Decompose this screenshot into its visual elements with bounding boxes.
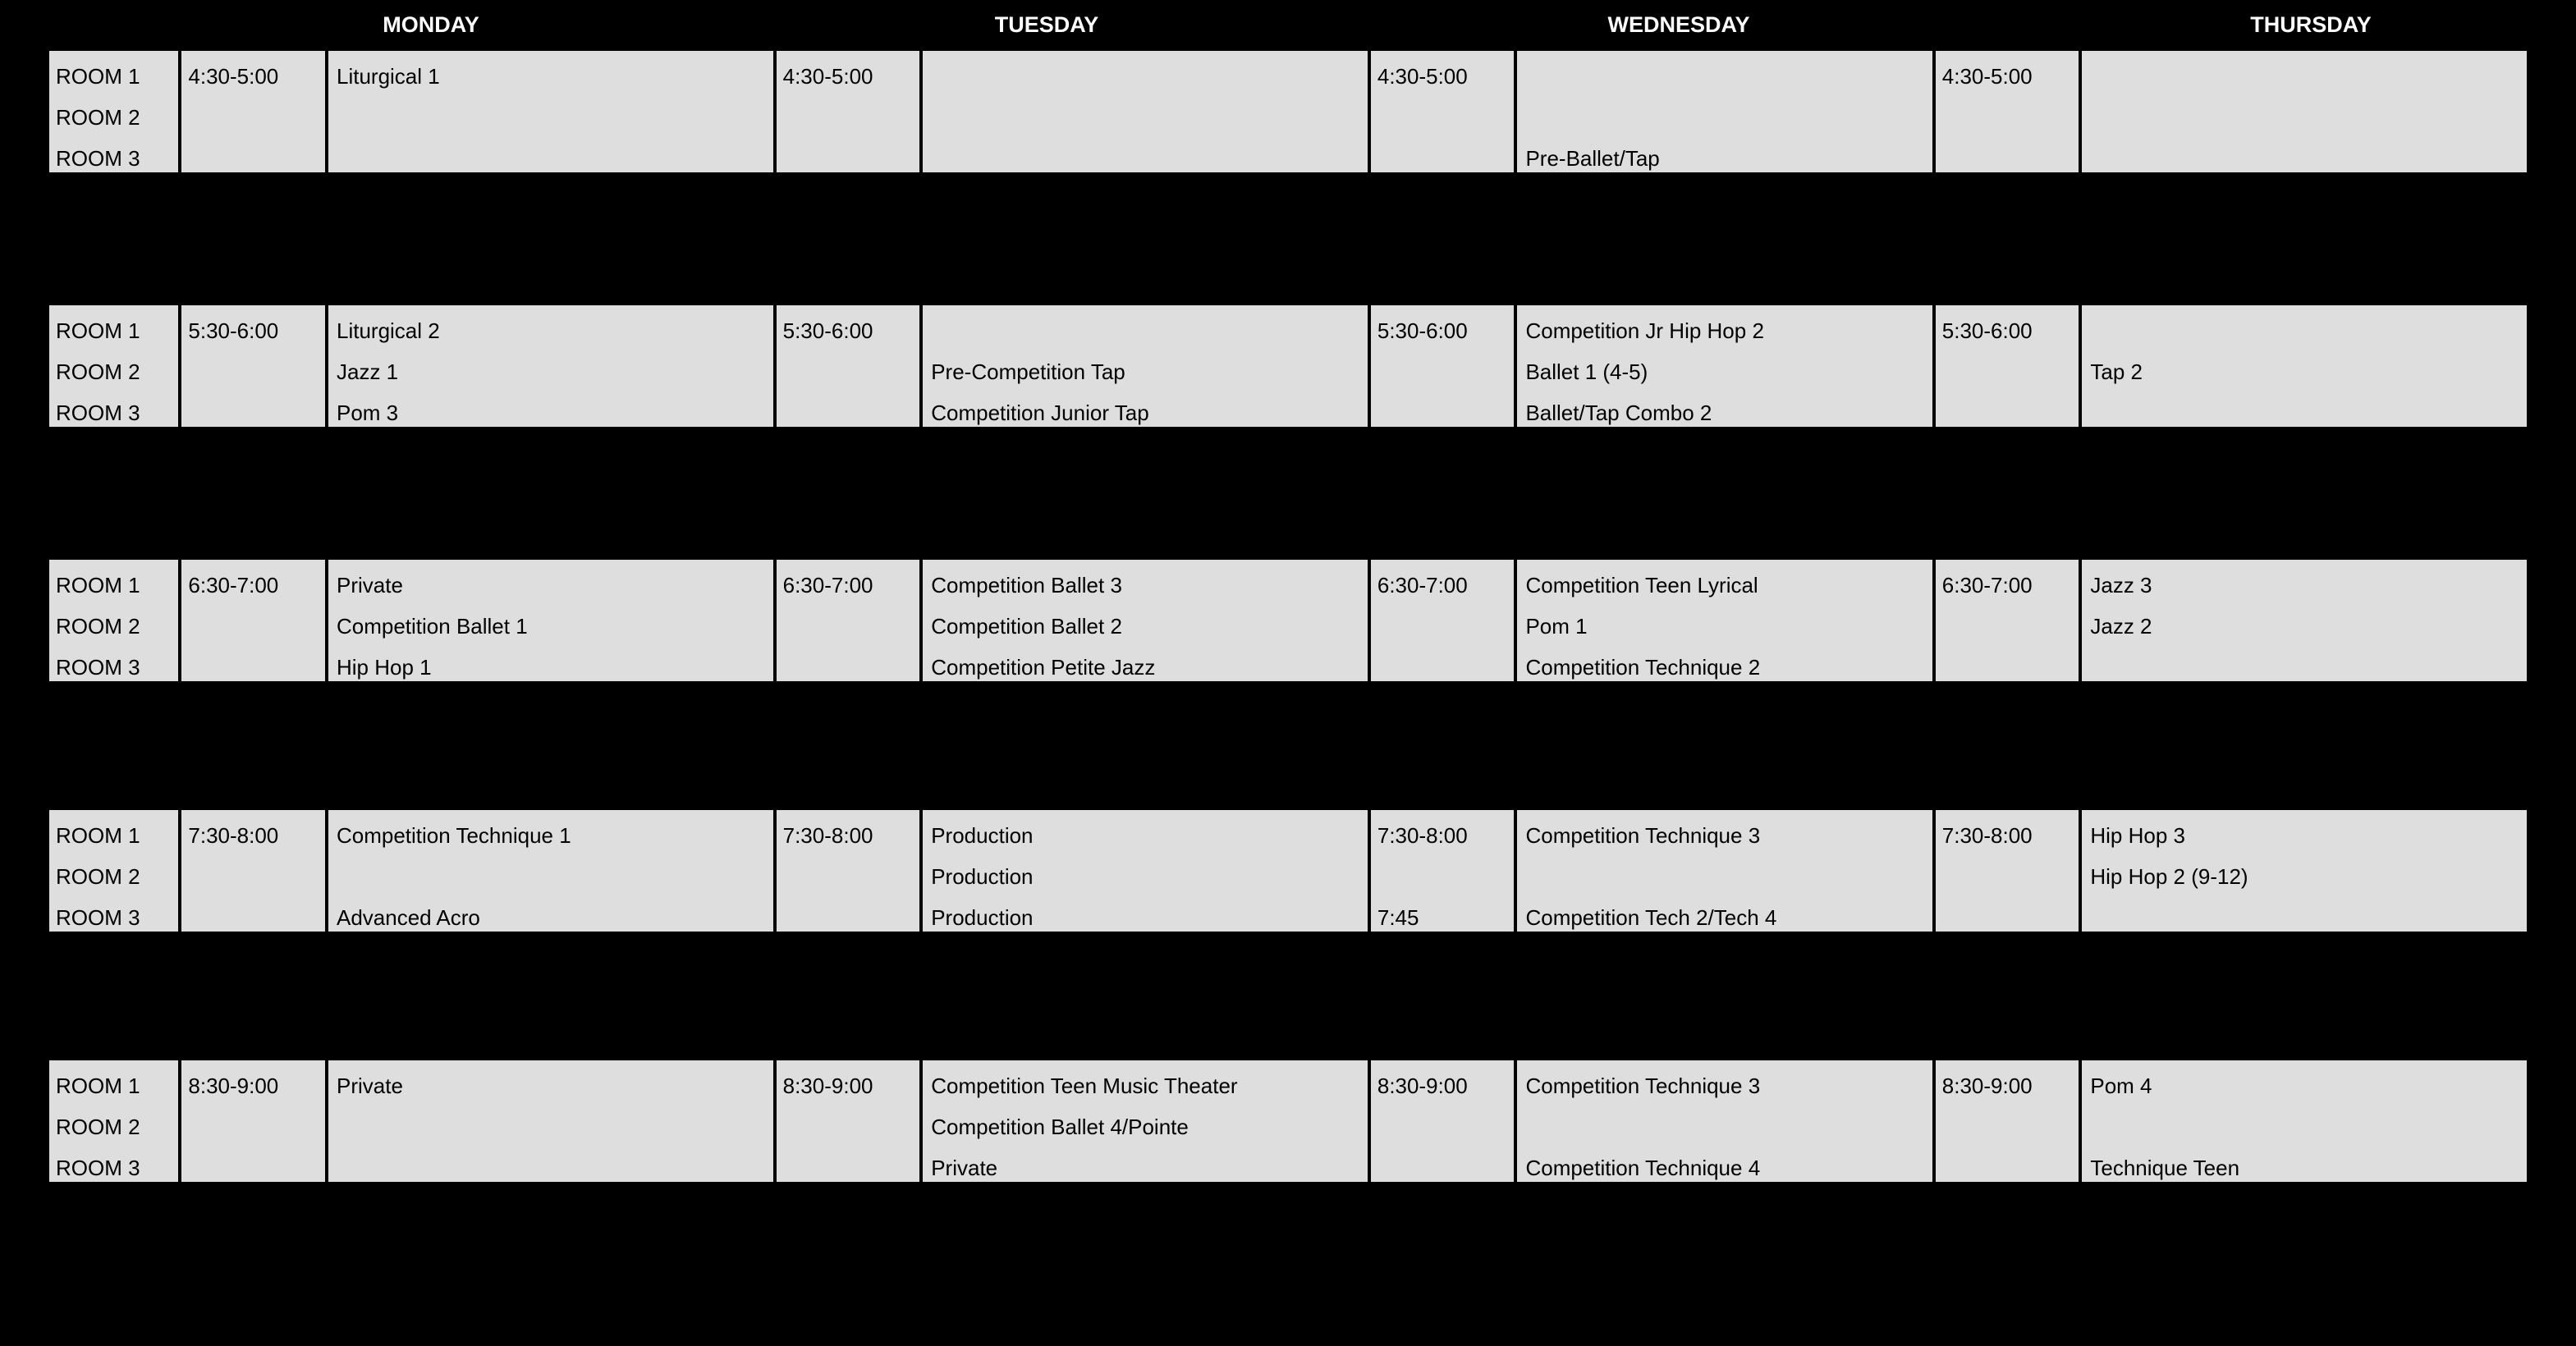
time-cell-thursday [1934, 49, 2081, 174]
class-cell-thursday [2080, 808, 2528, 933]
class-entry: Pre-Ballet/Tap [1525, 146, 1660, 171]
class-entry [2090, 97, 2519, 138]
room-label: ROOM 3 [56, 905, 140, 930]
schedule-band [48, 1059, 2528, 1183]
class-cell-monday [327, 558, 775, 683]
time-note [1377, 1147, 1508, 1188]
class-entry [2090, 647, 2519, 688]
time-cell-thursday [1934, 558, 2081, 683]
class-cell-wednesday [1515, 558, 1933, 683]
time-label: 8:30-9:00 [782, 1074, 873, 1098]
class-entry: Pom 1 [1525, 614, 1588, 639]
class-entry [337, 1106, 765, 1147]
class-entry [337, 138, 765, 179]
class-entry [337, 97, 765, 138]
class-cell-tuesday [921, 304, 1369, 428]
time-label: 4:30-5:00 [1377, 64, 1468, 89]
class-entry: Liturgical 2 [336, 318, 440, 343]
class-entry: Competition Technique 2 [1525, 655, 1761, 680]
class-entry [2090, 897, 2519, 938]
class-entry [2090, 56, 2519, 97]
class-entry: Ballet/Tap Combo 2 [1525, 401, 1712, 425]
time-label: 7:30-8:00 [782, 823, 873, 848]
time-label: 6:30-7:00 [1377, 573, 1468, 597]
class-entry: Technique Teen [2090, 1156, 2240, 1180]
class-entry: Competition Ballet 3 [931, 573, 1122, 597]
time-cell-tuesday [775, 1059, 922, 1183]
class-entry [931, 56, 1359, 97]
room-label: ROOM 3 [56, 1156, 140, 1180]
time-label: 6:30-7:00 [188, 573, 279, 597]
class-entry [1525, 1106, 1923, 1147]
class-entry: Private [336, 1074, 403, 1098]
room-label: ROOM 1 [56, 823, 140, 848]
time-label: 5:30-6:00 [188, 318, 279, 343]
class-cell-tuesday [921, 1059, 1369, 1183]
room-label-column [48, 558, 180, 683]
class-cell-monday [327, 1059, 775, 1183]
class-entry: Production [931, 864, 1034, 889]
time-note [1377, 392, 1508, 433]
time-cell-monday [180, 558, 327, 683]
time-label: 8:30-9:00 [188, 1074, 279, 1098]
class-entry: Competition Ballet 1 [336, 614, 528, 639]
time-cell-thursday [1934, 1059, 2081, 1183]
room-label: ROOM 3 [56, 401, 140, 425]
class-entry: Liturgical 1 [336, 64, 440, 89]
time-cell-wednesday [1369, 49, 1516, 174]
time-cell-monday [180, 808, 327, 933]
room-label-column [48, 808, 180, 933]
schedule-band [48, 808, 2528, 933]
room-label: ROOM 1 [56, 318, 140, 343]
time-cell-wednesday [1369, 558, 1516, 683]
class-entry: Hip Hop 3 [2090, 823, 2185, 848]
time-note [1377, 647, 1508, 688]
time-cell-tuesday [775, 808, 922, 933]
time-label: 5:30-6:00 [1377, 318, 1468, 343]
class-entry: Hip Hop 1 [336, 655, 432, 680]
class-entry: Hip Hop 2 (9-12) [2090, 864, 2248, 889]
day-header-tuesday: TUESDAY [994, 11, 1099, 37]
room-label: ROOM 2 [56, 105, 140, 130]
class-entry [1525, 56, 1923, 97]
time-label: 8:30-9:00 [1941, 1074, 2033, 1098]
class-entry [931, 310, 1359, 351]
time-label: 8:30-9:00 [1377, 1074, 1468, 1098]
class-entry [2090, 310, 2519, 351]
class-entry: Private [931, 1156, 998, 1180]
time-cell-tuesday [775, 304, 922, 428]
class-entry: Jazz 2 [2090, 614, 2152, 639]
room-label: ROOM 3 [56, 146, 140, 171]
time-cell-monday [180, 1059, 327, 1183]
room-label: ROOM 2 [56, 864, 140, 889]
time-label: 7:30-8:00 [1941, 823, 2033, 848]
class-entry: Competition Petite Jazz [931, 655, 1156, 680]
class-cell-thursday [2080, 49, 2528, 174]
class-cell-tuesday [921, 808, 1369, 933]
time-cell-monday [180, 49, 327, 174]
schedule-band [48, 49, 2528, 174]
time-cell-wednesday [1369, 304, 1516, 428]
class-cell-monday [327, 49, 775, 174]
class-cell-thursday [2080, 304, 2528, 428]
class-cell-thursday [2080, 558, 2528, 683]
time-note [1377, 138, 1508, 179]
class-entry: Private [336, 573, 403, 597]
room-label-column [48, 1059, 180, 1183]
day-header-thursday: THURSDAY [2250, 11, 2372, 37]
class-entry [337, 856, 765, 897]
class-entry: Ballet 1 (4-5) [1525, 359, 1648, 384]
class-entry: Competition Ballet 4/Pointe [931, 1115, 1189, 1139]
class-entry: Competition Tech 2/Tech 4 [1525, 905, 1777, 930]
schedule-band [48, 558, 2528, 683]
class-entry: Advanced Acro [336, 905, 480, 930]
class-entry: Production [931, 905, 1034, 930]
class-entry: Competition Technique 3 [1525, 1074, 1761, 1098]
time-label: 6:30-7:00 [782, 573, 873, 597]
class-entry: Jazz 3 [2090, 573, 2152, 597]
class-cell-monday [327, 808, 775, 933]
time-cell-wednesday [1369, 1059, 1516, 1183]
time-cell-thursday [1934, 808, 2081, 933]
class-entry [931, 138, 1359, 179]
time-cell-wednesday [1369, 808, 1516, 933]
class-cell-wednesday [1515, 808, 1933, 933]
class-cell-wednesday [1515, 304, 1933, 428]
class-entry [1525, 856, 1923, 897]
room-label: ROOM 2 [56, 614, 140, 639]
class-entry: Production [931, 823, 1034, 848]
class-entry [2090, 138, 2519, 179]
time-cell-tuesday [775, 49, 922, 174]
day-header-row [0, 7, 2576, 43]
class-entry [1525, 97, 1923, 138]
room-label: ROOM 3 [56, 655, 140, 680]
class-entry [931, 97, 1359, 138]
time-cell-monday [180, 304, 327, 428]
class-entry: Pom 4 [2090, 1074, 2152, 1098]
class-entry: Pre-Competition Tap [931, 359, 1125, 384]
class-cell-tuesday [921, 49, 1369, 174]
class-entry: Competition Teen Music Theater [931, 1074, 1238, 1098]
time-label: 4:30-5:00 [188, 64, 279, 89]
class-cell-tuesday [921, 558, 1369, 683]
class-entry: Competition Teen Lyrical [1525, 573, 1758, 597]
class-cell-thursday [2080, 1059, 2528, 1183]
time-label: 4:30-5:00 [1941, 64, 2033, 89]
class-cell-wednesday [1515, 1059, 1933, 1183]
class-entry [337, 1147, 765, 1188]
time-label: 4:30-5:00 [782, 64, 873, 89]
room-label: ROOM 2 [56, 1115, 140, 1139]
day-header-monday: MONDAY [383, 11, 479, 37]
class-entry: Competition Technique 1 [336, 823, 571, 848]
day-header-wednesday: WEDNESDAY [1607, 11, 1750, 37]
room-label-column [48, 49, 180, 174]
class-entry: Competition Technique 4 [1525, 1156, 1761, 1180]
room-label: ROOM 1 [56, 64, 140, 89]
schedule-band [48, 304, 2528, 428]
class-entry: Competition Junior Tap [931, 401, 1149, 425]
class-entry: Pom 3 [336, 401, 399, 425]
time-label: 5:30-6:00 [782, 318, 873, 343]
class-entry: Jazz 1 [336, 359, 399, 384]
time-cell-thursday [1934, 304, 2081, 428]
time-label: 5:30-6:00 [1941, 318, 2033, 343]
time-label: 7:30-8:00 [188, 823, 279, 848]
class-entry [2090, 1106, 2519, 1147]
class-entry: Tap 2 [2090, 359, 2143, 384]
room-label-column [48, 304, 180, 428]
room-label: ROOM 2 [56, 359, 140, 384]
time-label: 6:30-7:00 [1941, 573, 2033, 597]
class-cell-wednesday [1515, 49, 1933, 174]
time-cell-tuesday [775, 558, 922, 683]
room-label: ROOM 1 [56, 1074, 140, 1098]
class-entry: Competition Technique 3 [1525, 823, 1761, 848]
class-entry: Competition Jr Hip Hop 2 [1525, 318, 1764, 343]
class-entry: Competition Ballet 2 [931, 614, 1122, 639]
room-label: ROOM 1 [56, 573, 140, 597]
time-note: 7:45 [1377, 905, 1419, 930]
time-label: 7:30-8:00 [1377, 823, 1468, 848]
class-cell-monday [327, 304, 775, 428]
class-entry [2090, 392, 2519, 433]
